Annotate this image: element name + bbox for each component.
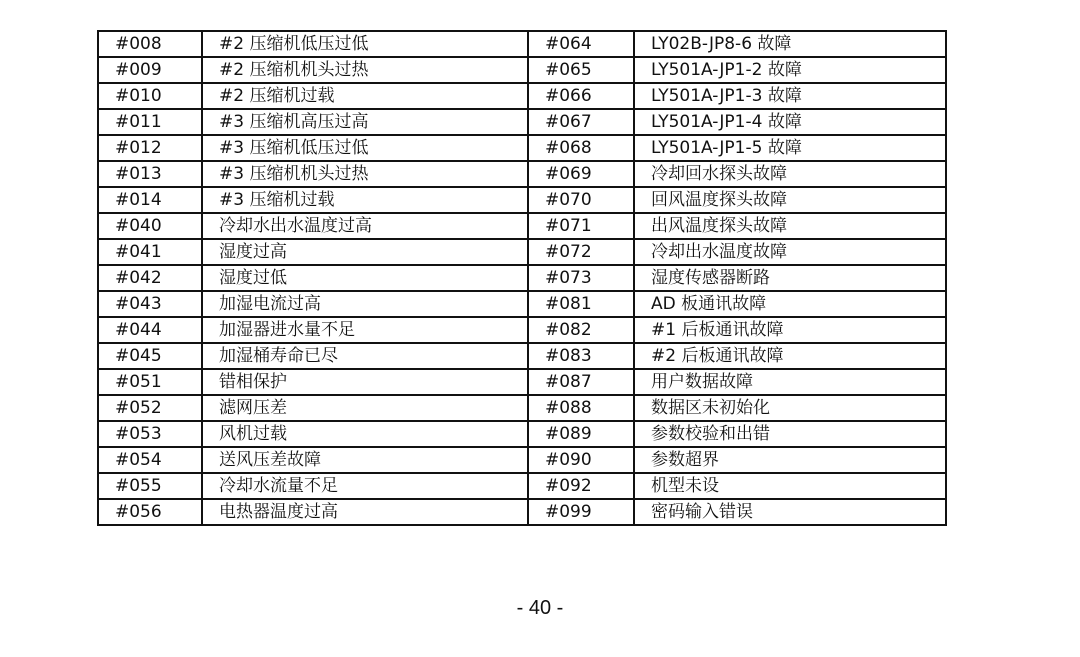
table-row <box>98 213 946 239</box>
right-code-cell: #066 <box>528 83 634 109</box>
right-description-cell: AD 板通讯故障 <box>634 291 946 317</box>
table-row <box>98 499 946 525</box>
page-number: - 40 - <box>516 597 564 619</box>
right-code-cell: #090 <box>528 447 634 473</box>
right-description-cell: 密码输入错误 <box>634 499 946 525</box>
right-description-cell: 机型未设 <box>634 473 946 499</box>
left-code-cell: #055 <box>98 473 202 499</box>
right-code-cell: #067 <box>528 109 634 135</box>
table-row <box>98 265 946 291</box>
right-code-cell: #069 <box>528 161 634 187</box>
right-code-cell: #088 <box>528 395 634 421</box>
left-description-cell: #3 压缩机高压过高 <box>202 109 528 135</box>
right-code-cell: #099 <box>528 499 634 525</box>
right-description-cell: #2 后板通讯故障 <box>634 343 946 369</box>
table-row <box>98 421 946 447</box>
right-code-cell: #064 <box>528 31 634 57</box>
left-description-cell: 风机过载 <box>202 421 528 447</box>
right-description-cell: 出风温度探头故障 <box>634 213 946 239</box>
right-code-cell: #073 <box>528 265 634 291</box>
right-code-cell: #087 <box>528 369 634 395</box>
right-code-cell: #068 <box>528 135 634 161</box>
right-code-cell: #070 <box>528 187 634 213</box>
table-row <box>98 31 946 57</box>
left-code-cell: #054 <box>98 447 202 473</box>
right-code-cell: #065 <box>528 57 634 83</box>
left-code-cell: #010 <box>98 83 202 109</box>
left-description-cell: 加湿桶寿命已尽 <box>202 343 528 369</box>
right-description-cell: LY501A-JP1-4 故障 <box>634 109 946 135</box>
left-code-cell: #042 <box>98 265 202 291</box>
left-code-cell: #044 <box>98 317 202 343</box>
alarm-table-body <box>98 31 946 525</box>
left-code-cell: #011 <box>98 109 202 135</box>
right-code-cell: #082 <box>528 317 634 343</box>
table-row <box>98 109 946 135</box>
left-description-cell: #2 压缩机机头过热 <box>202 57 528 83</box>
left-code-cell: #056 <box>98 499 202 525</box>
left-code-cell: #043 <box>98 291 202 317</box>
left-description-cell: 湿度过高 <box>202 239 528 265</box>
left-description-cell: #3 压缩机机头过热 <box>202 161 528 187</box>
left-description-cell: #2 压缩机低压过低 <box>202 31 528 57</box>
table-row <box>98 395 946 421</box>
left-description-cell: #3 压缩机低压过低 <box>202 135 528 161</box>
left-code-cell: #040 <box>98 213 202 239</box>
right-description-cell: 冷却出水温度故障 <box>634 239 946 265</box>
left-code-cell: #009 <box>98 57 202 83</box>
table-row <box>98 447 946 473</box>
right-description-cell: 冷却回水探头故障 <box>634 161 946 187</box>
left-description-cell: 错相保护 <box>202 369 528 395</box>
table-row <box>98 135 946 161</box>
left-code-cell: #045 <box>98 343 202 369</box>
left-code-cell: #051 <box>98 369 202 395</box>
table-row <box>98 343 946 369</box>
right-description-cell: #1 后板通讯故障 <box>634 317 946 343</box>
alarm-code-table <box>97 30 947 526</box>
left-code-cell: #014 <box>98 187 202 213</box>
left-description-cell: 加湿器进水量不足 <box>202 317 528 343</box>
right-code-cell: #081 <box>528 291 634 317</box>
table-row <box>98 239 946 265</box>
left-code-cell: #012 <box>98 135 202 161</box>
left-description-cell: 送风压差故障 <box>202 447 528 473</box>
right-description-cell: 参数超界 <box>634 447 946 473</box>
left-description-cell: 电热器温度过高 <box>202 499 528 525</box>
left-code-cell: #053 <box>98 421 202 447</box>
table-row <box>98 161 946 187</box>
left-code-cell: #052 <box>98 395 202 421</box>
right-code-cell: #092 <box>528 473 634 499</box>
table-row <box>98 317 946 343</box>
right-description-cell: 用户数据故障 <box>634 369 946 395</box>
left-description-cell: 冷却水流量不足 <box>202 473 528 499</box>
right-description-cell: LY501A-JP1-3 故障 <box>634 83 946 109</box>
left-description-cell: 冷却水出水温度过高 <box>202 213 528 239</box>
table-row <box>98 291 946 317</box>
right-code-cell: #083 <box>528 343 634 369</box>
table-row <box>98 83 946 109</box>
table-row <box>98 57 946 83</box>
left-code-cell: #013 <box>98 161 202 187</box>
left-code-cell: #008 <box>98 31 202 57</box>
right-code-cell: #089 <box>528 421 634 447</box>
right-description-cell: LY501A-JP1-5 故障 <box>634 135 946 161</box>
table-row <box>98 369 946 395</box>
left-code-cell: #041 <box>98 239 202 265</box>
left-description-cell: 湿度过低 <box>202 265 528 291</box>
table-row <box>98 473 946 499</box>
right-description-cell: 数据区未初始化 <box>634 395 946 421</box>
left-description-cell: #2 压缩机过载 <box>202 83 528 109</box>
right-description-cell: 湿度传感器断路 <box>634 265 946 291</box>
right-description-cell: LY02B-JP8-6 故障 <box>634 31 946 57</box>
right-code-cell: #072 <box>528 239 634 265</box>
left-description-cell: 加湿电流过高 <box>202 291 528 317</box>
table-row <box>98 187 946 213</box>
right-description-cell: 回风温度探头故障 <box>634 187 946 213</box>
right-code-cell: #071 <box>528 213 634 239</box>
right-description-cell: 参数校验和出错 <box>634 421 946 447</box>
left-description-cell: #3 压缩机过载 <box>202 187 528 213</box>
right-description-cell: LY501A-JP1-2 故障 <box>634 57 946 83</box>
left-description-cell: 滤网压差 <box>202 395 528 421</box>
